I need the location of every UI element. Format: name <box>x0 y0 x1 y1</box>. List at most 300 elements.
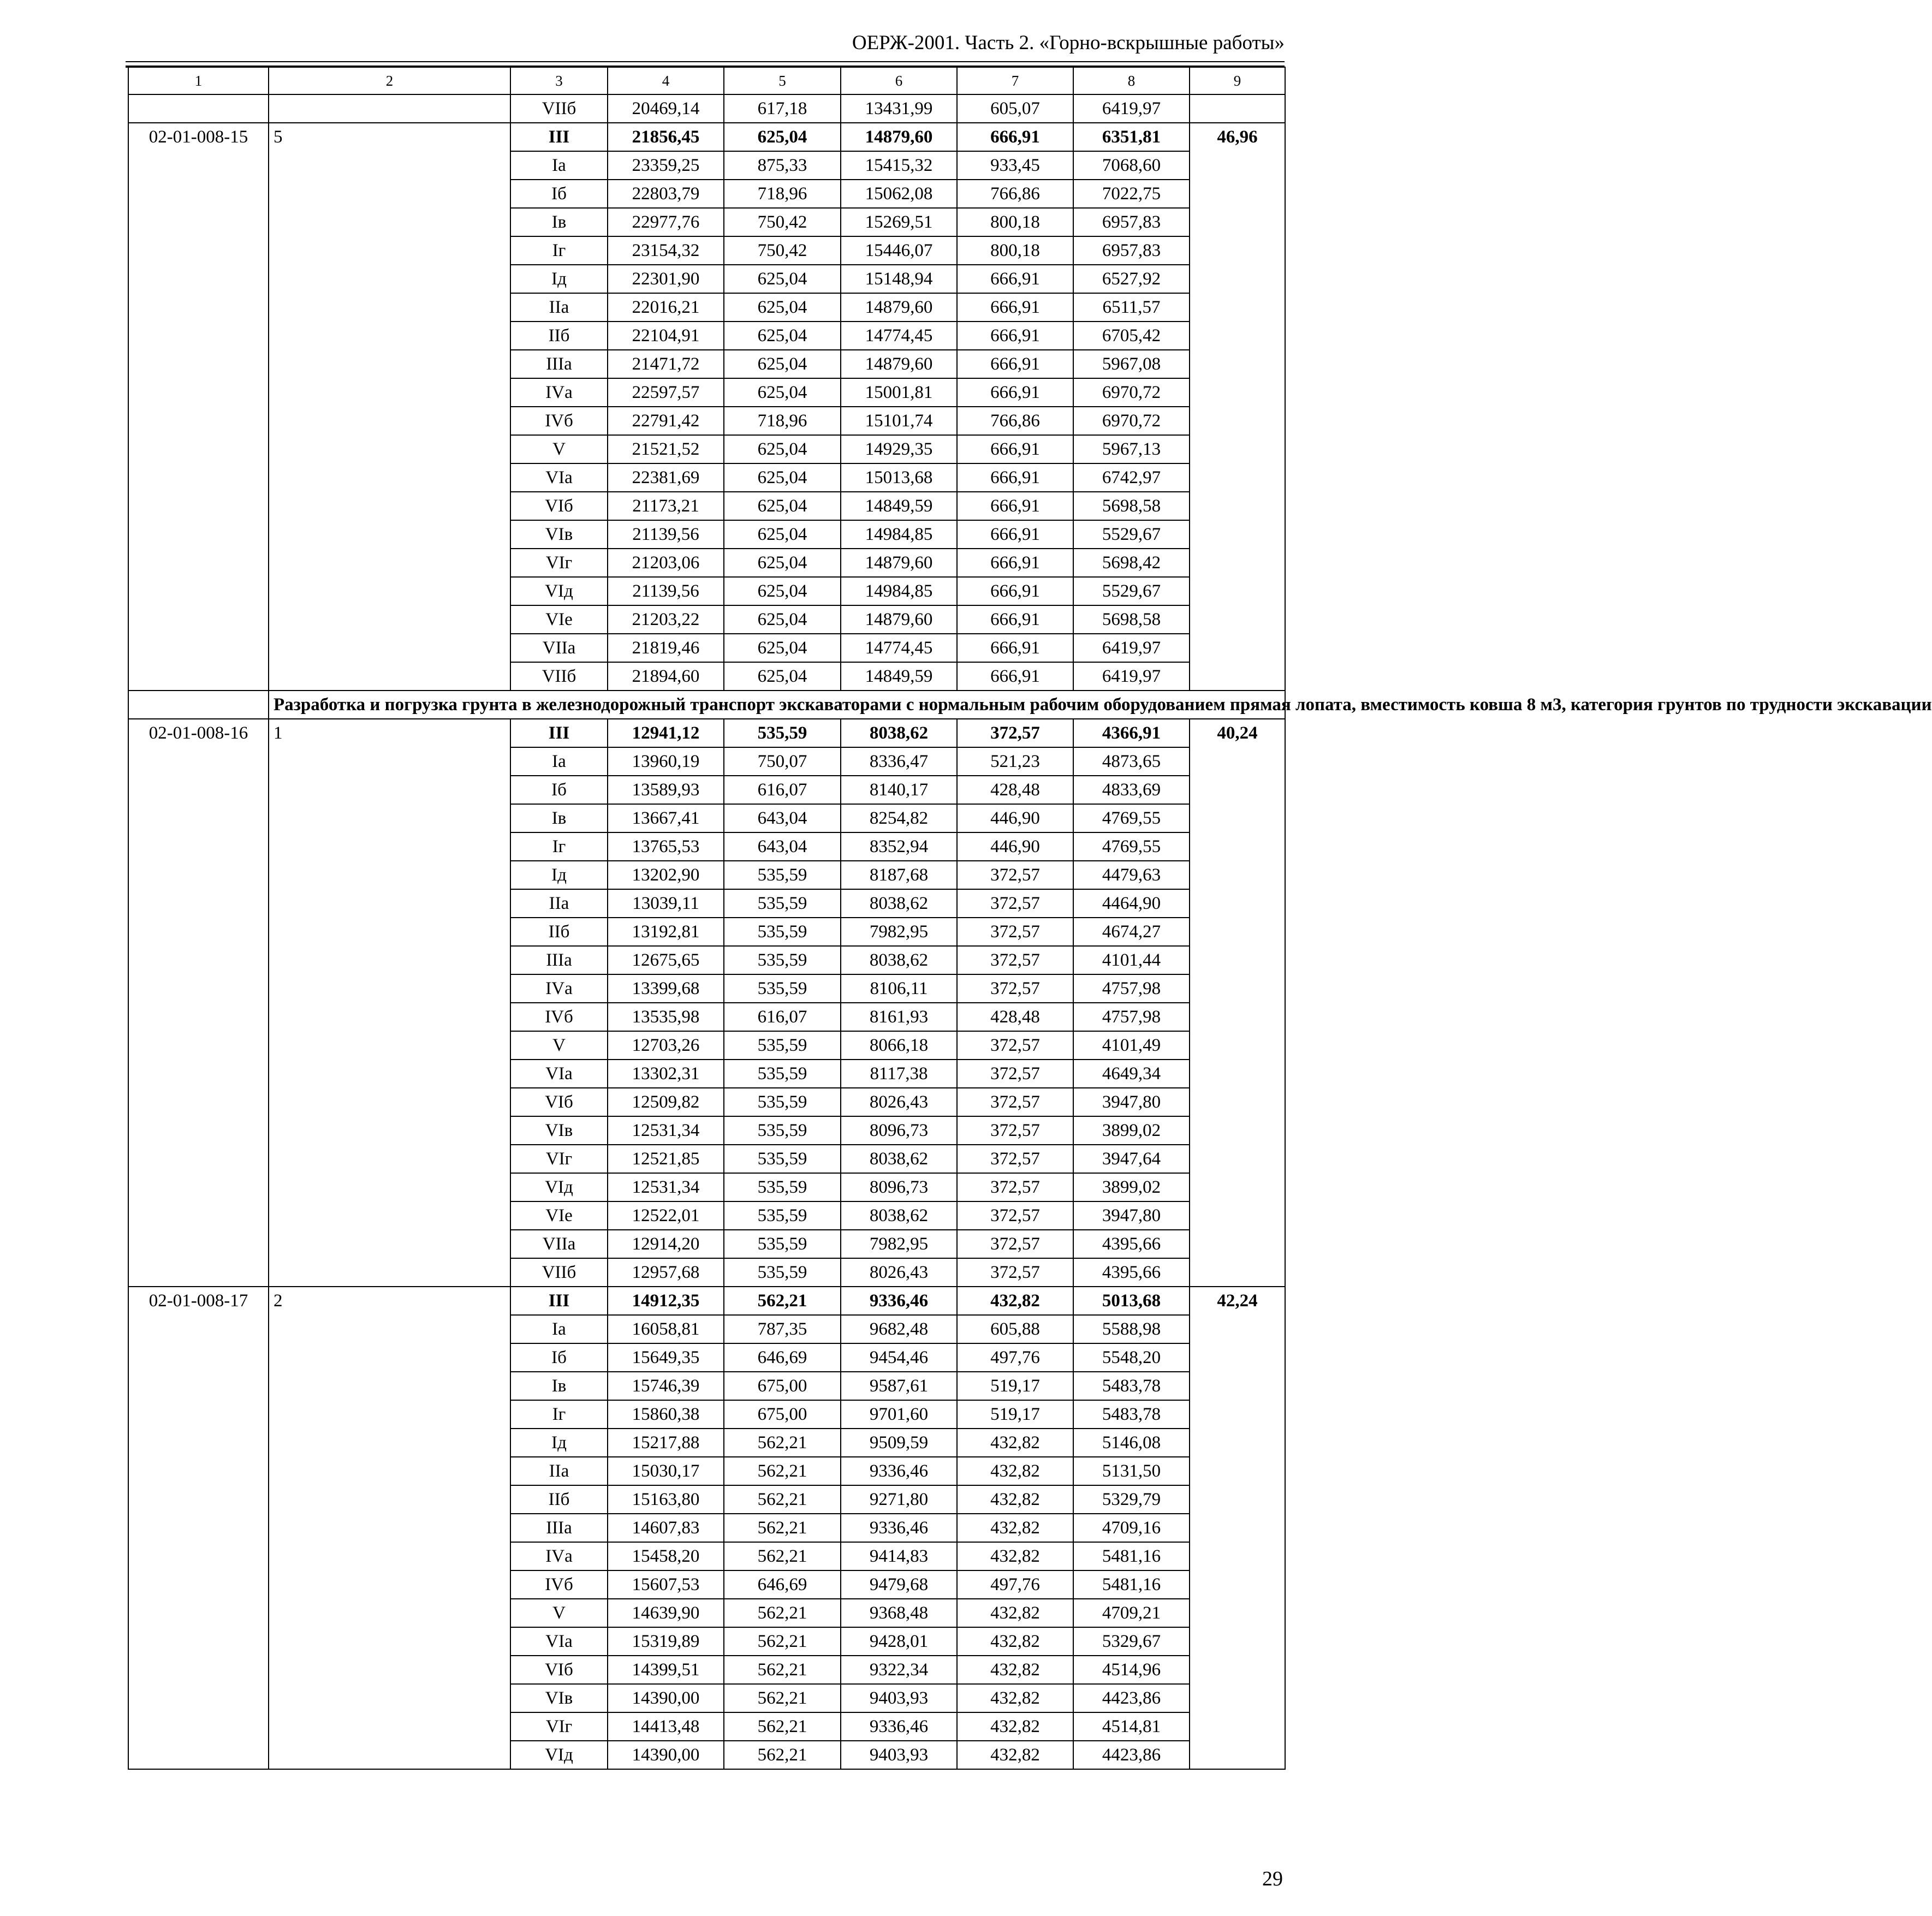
total-cost: 20469,14 <box>608 94 724 123</box>
materials: 4873,65 <box>1073 747 1190 776</box>
soil-category: IIб <box>510 322 608 350</box>
materials: 5483,78 <box>1073 1372 1190 1400</box>
wages: 535,59 <box>724 974 841 1003</box>
total-cost: 22977,76 <box>608 208 724 236</box>
labor-cost: 40,24 <box>1190 719 1285 1287</box>
table-row <box>128 719 1285 747</box>
soil-category: IVа <box>510 1542 608 1570</box>
machine-operation: 8038,62 <box>841 946 957 974</box>
machinist-wages: 446,90 <box>957 804 1073 832</box>
wages: 562,21 <box>724 1712 841 1741</box>
machine-operation: 8066,18 <box>841 1031 957 1060</box>
machinist-wages: 666,91 <box>957 378 1073 407</box>
materials: 5588,98 <box>1073 1315 1190 1343</box>
rate-code: 02-01-008-15 <box>128 123 269 691</box>
soil-category: VIг <box>510 1145 608 1173</box>
machinist-wages: 372,57 <box>957 1258 1073 1287</box>
wages: 750,42 <box>724 236 841 265</box>
machine-operation: 14849,59 <box>841 492 957 520</box>
wages: 625,04 <box>724 662 841 691</box>
machine-operation: 9701,60 <box>841 1400 957 1429</box>
total-cost: 22597,57 <box>608 378 724 407</box>
column-number: 7 <box>957 67 1073 94</box>
wages: 616,07 <box>724 776 841 804</box>
materials: 7022,75 <box>1073 180 1190 208</box>
machinist-wages: 519,17 <box>957 1372 1073 1400</box>
section-empty-cell <box>128 691 269 719</box>
soil-category: IIб <box>510 918 608 946</box>
total-cost: 12522,01 <box>608 1201 724 1230</box>
soil-category: Iг <box>510 1400 608 1429</box>
machine-operation: 14849,59 <box>841 662 957 691</box>
total-cost: 22381,69 <box>608 463 724 492</box>
soil-category: VIб <box>510 1088 608 1116</box>
machine-operation: 9322,34 <box>841 1656 957 1684</box>
total-cost: 14413,48 <box>608 1712 724 1741</box>
machinist-wages: 800,18 <box>957 236 1073 265</box>
wages: 535,59 <box>724 1060 841 1088</box>
soil-category: VIе <box>510 1201 608 1230</box>
total-cost: 12914,20 <box>608 1230 724 1258</box>
soil-category: Iд <box>510 861 608 889</box>
machinist-wages: 432,82 <box>957 1656 1073 1684</box>
total-cost: 22803,79 <box>608 180 724 208</box>
wages: 675,00 <box>724 1372 841 1400</box>
machine-operation: 8106,11 <box>841 974 957 1003</box>
wages: 625,04 <box>724 378 841 407</box>
wages: 535,59 <box>724 1173 841 1201</box>
wages: 535,59 <box>724 1116 841 1145</box>
wages: 562,21 <box>724 1656 841 1684</box>
soil-category: VIг <box>510 549 608 577</box>
total-cost: 13667,41 <box>608 804 724 832</box>
column-number: 9 <box>1190 67 1285 94</box>
table-row <box>128 123 1285 151</box>
materials: 4709,16 <box>1073 1514 1190 1542</box>
total-cost: 21819,46 <box>608 634 724 662</box>
soil-category: VIд <box>510 1741 608 1769</box>
soil-category: V <box>510 1031 608 1060</box>
materials: 5698,58 <box>1073 605 1190 634</box>
soil-category: VIв <box>510 1116 608 1145</box>
materials: 5013,68 <box>1073 1287 1190 1315</box>
total-cost: 21521,52 <box>608 435 724 463</box>
materials: 5529,67 <box>1073 520 1190 549</box>
total-cost: 15319,89 <box>608 1627 724 1656</box>
wages: 625,04 <box>724 463 841 492</box>
materials: 4514,96 <box>1073 1656 1190 1684</box>
wages: 535,59 <box>724 946 841 974</box>
materials: 6742,97 <box>1073 463 1190 492</box>
wages: 562,21 <box>724 1599 841 1627</box>
machinist-wages: 666,91 <box>957 577 1073 605</box>
machinist-wages: 428,48 <box>957 776 1073 804</box>
materials: 6511,57 <box>1073 293 1190 322</box>
machinist-wages: 432,82 <box>957 1485 1073 1514</box>
wages: 535,59 <box>724 918 841 946</box>
materials: 4757,98 <box>1073 1003 1190 1031</box>
machinist-wages: 372,57 <box>957 1201 1073 1230</box>
machine-operation: 9403,93 <box>841 1741 957 1769</box>
wages: 535,59 <box>724 1145 841 1173</box>
wages: 643,04 <box>724 832 841 861</box>
soil-category: VIа <box>510 1060 608 1088</box>
soil-category: VIб <box>510 492 608 520</box>
wages: 617,18 <box>724 94 841 123</box>
total-cost: 12703,26 <box>608 1031 724 1060</box>
page-number: 29 <box>1262 1867 1283 1890</box>
wages: 535,59 <box>724 1088 841 1116</box>
wages: 787,35 <box>724 1315 841 1343</box>
labor-cost <box>1190 94 1285 123</box>
machine-operation: 14984,85 <box>841 577 957 605</box>
total-cost: 21471,72 <box>608 350 724 378</box>
materials: 4649,34 <box>1073 1060 1190 1088</box>
total-cost: 21856,45 <box>608 123 724 151</box>
wages: 535,59 <box>724 1201 841 1230</box>
total-cost: 13535,98 <box>608 1003 724 1031</box>
machine-operation: 8096,73 <box>841 1116 957 1145</box>
materials: 5698,42 <box>1073 549 1190 577</box>
soil-category: Iа <box>510 151 608 180</box>
machinist-wages: 372,57 <box>957 1145 1073 1173</box>
machinist-wages: 432,82 <box>957 1542 1073 1570</box>
machine-operation: 8038,62 <box>841 889 957 918</box>
total-cost: 12941,12 <box>608 719 724 747</box>
materials: 5529,67 <box>1073 577 1190 605</box>
total-cost: 13399,68 <box>608 974 724 1003</box>
machine-operation: 9587,61 <box>841 1372 957 1400</box>
machinist-wages: 432,82 <box>957 1287 1073 1315</box>
machinist-wages: 766,86 <box>957 407 1073 435</box>
soil-category: Iд <box>510 265 608 293</box>
total-cost: 21203,22 <box>608 605 724 634</box>
price-table <box>128 67 1932 1770</box>
materials: 5329,67 <box>1073 1627 1190 1656</box>
machinist-wages: 497,76 <box>957 1570 1073 1599</box>
soil-category: Iб <box>510 180 608 208</box>
machine-operation: 8140,17 <box>841 776 957 804</box>
total-cost: 12531,34 <box>608 1116 724 1145</box>
table-body <box>128 67 1932 1769</box>
materials: 5481,16 <box>1073 1542 1190 1570</box>
machinist-wages: 432,82 <box>957 1599 1073 1627</box>
wages: 535,59 <box>724 719 841 747</box>
machinist-wages: 372,57 <box>957 889 1073 918</box>
total-cost: 21894,60 <box>608 662 724 691</box>
wages: 750,07 <box>724 747 841 776</box>
total-cost: 21173,21 <box>608 492 724 520</box>
soil-category: IIа <box>510 889 608 918</box>
total-cost: 13302,31 <box>608 1060 724 1088</box>
machine-operation: 14879,60 <box>841 293 957 322</box>
machine-operation: 15013,68 <box>841 463 957 492</box>
machinist-wages: 666,91 <box>957 123 1073 151</box>
machinist-wages: 372,57 <box>957 719 1073 747</box>
total-cost: 22301,90 <box>608 265 724 293</box>
machine-operation: 8026,43 <box>841 1258 957 1287</box>
machinist-wages: 766,86 <box>957 180 1073 208</box>
materials: 6957,83 <box>1073 236 1190 265</box>
machine-operation: 8336,47 <box>841 747 957 776</box>
materials: 5548,20 <box>1073 1343 1190 1372</box>
column-number: 5 <box>724 67 841 94</box>
soil-category: VIд <box>510 1173 608 1201</box>
machinist-wages: 372,57 <box>957 946 1073 974</box>
soil-category: Iа <box>510 1315 608 1343</box>
wages: 535,59 <box>724 1230 841 1258</box>
materials: 5481,16 <box>1073 1570 1190 1599</box>
machine-operation: 9336,46 <box>841 1712 957 1741</box>
machine-operation: 8038,62 <box>841 1201 957 1230</box>
materials: 3899,02 <box>1073 1116 1190 1145</box>
total-cost: 15649,35 <box>608 1343 724 1372</box>
labor-cost: 46,96 <box>1190 123 1285 691</box>
wages: 562,21 <box>724 1457 841 1485</box>
wages: 625,04 <box>724 492 841 520</box>
total-cost: 12675,65 <box>608 946 724 974</box>
machine-operation: 14774,45 <box>841 634 957 662</box>
machinist-wages: 372,57 <box>957 1060 1073 1088</box>
total-cost: 15163,80 <box>608 1485 724 1514</box>
machine-operation: 8254,82 <box>841 804 957 832</box>
machine-operation: 14879,60 <box>841 605 957 634</box>
machinist-wages: 605,07 <box>957 94 1073 123</box>
soil-category: IIIа <box>510 946 608 974</box>
materials: 6705,42 <box>1073 322 1190 350</box>
column-number: 2 <box>269 67 510 94</box>
machinist-wages: 432,82 <box>957 1627 1073 1656</box>
wages: 562,21 <box>724 1627 841 1656</box>
materials: 4423,86 <box>1073 1741 1190 1769</box>
wages: 646,69 <box>724 1570 841 1599</box>
soil-category: VIе <box>510 605 608 634</box>
total-cost: 13589,93 <box>608 776 724 804</box>
materials: 3899,02 <box>1073 1173 1190 1201</box>
rate-number: 2 <box>269 1287 510 1769</box>
soil-category: VIв <box>510 520 608 549</box>
rate-code: 02-01-008-16 <box>128 719 269 1287</box>
materials: 6970,72 <box>1073 407 1190 435</box>
wages: 562,21 <box>724 1542 841 1570</box>
wages: 643,04 <box>724 804 841 832</box>
wages: 718,96 <box>724 180 841 208</box>
machinist-wages: 372,57 <box>957 918 1073 946</box>
total-cost: 14607,83 <box>608 1514 724 1542</box>
machinist-wages: 666,91 <box>957 662 1073 691</box>
materials: 4395,66 <box>1073 1258 1190 1287</box>
machine-operation: 7982,95 <box>841 918 957 946</box>
machinist-wages: 372,57 <box>957 974 1073 1003</box>
machinist-wages: 432,82 <box>957 1514 1073 1542</box>
machine-operation: 13431,99 <box>841 94 957 123</box>
total-cost: 14912,35 <box>608 1287 724 1315</box>
materials: 5698,58 <box>1073 492 1190 520</box>
materials: 5131,50 <box>1073 1457 1190 1485</box>
machinist-wages: 666,91 <box>957 605 1073 634</box>
column-number: 8 <box>1073 67 1190 94</box>
table-row <box>128 1287 1285 1315</box>
materials: 6419,97 <box>1073 94 1190 123</box>
soil-category: Iа <box>510 747 608 776</box>
column-number: 4 <box>608 67 724 94</box>
total-cost: 14390,00 <box>608 1741 724 1769</box>
page-header: ОЕРЖ-2001. Часть 2. «Горно-вскрышные работы» <box>852 32 1285 54</box>
machine-operation: 8038,62 <box>841 1145 957 1173</box>
soil-category: VIа <box>510 1627 608 1656</box>
machine-operation: 14929,35 <box>841 435 957 463</box>
header-rule-thin <box>126 61 1285 62</box>
wages: 535,59 <box>724 1258 841 1287</box>
machinist-wages: 372,57 <box>957 1230 1073 1258</box>
materials: 7068,60 <box>1073 151 1190 180</box>
column-number: 1 <box>128 67 269 94</box>
machinist-wages: 372,57 <box>957 1031 1073 1060</box>
materials: 4757,98 <box>1073 974 1190 1003</box>
soil-category: IIIа <box>510 350 608 378</box>
wages: 646,69 <box>724 1343 841 1372</box>
total-cost: 15458,20 <box>608 1542 724 1570</box>
machinist-wages: 666,91 <box>957 634 1073 662</box>
wages: 562,21 <box>724 1741 841 1769</box>
machinist-wages: 933,45 <box>957 151 1073 180</box>
machinist-wages: 521,23 <box>957 747 1073 776</box>
materials: 6351,81 <box>1073 123 1190 151</box>
machine-operation: 14879,60 <box>841 123 957 151</box>
machine-operation: 15446,07 <box>841 236 957 265</box>
machinist-wages: 605,88 <box>957 1315 1073 1343</box>
machinist-wages: 666,91 <box>957 492 1073 520</box>
wages: 625,04 <box>724 350 841 378</box>
machine-operation: 14774,45 <box>841 322 957 350</box>
section-heading: Разработка и погрузка грунта в железнодорожный транспорт экскаваторами с нормальным рабочим оборудованием прямая лопата, вместимость ковша 8 м3, категория грунтов по трудности экскавации <box>269 691 1285 719</box>
wages: 875,33 <box>724 151 841 180</box>
materials: 4769,55 <box>1073 804 1190 832</box>
total-cost: 15217,88 <box>608 1429 724 1457</box>
machine-operation: 8352,94 <box>841 832 957 861</box>
total-cost: 22016,21 <box>608 293 724 322</box>
wages: 625,04 <box>724 435 841 463</box>
machine-operation: 8161,93 <box>841 1003 957 1031</box>
soil-category: V <box>510 1599 608 1627</box>
machine-operation: 9336,46 <box>841 1287 957 1315</box>
column-number-row <box>128 67 1285 94</box>
machine-operation: 8117,38 <box>841 1060 957 1088</box>
machine-operation: 9336,46 <box>841 1457 957 1485</box>
machine-operation: 9479,68 <box>841 1570 957 1599</box>
soil-category: VIIа <box>510 1230 608 1258</box>
wages: 625,04 <box>724 549 841 577</box>
machine-operation: 15101,74 <box>841 407 957 435</box>
machine-operation: 15062,08 <box>841 180 957 208</box>
soil-category: V <box>510 435 608 463</box>
machine-operation: 9454,46 <box>841 1343 957 1372</box>
machine-operation: 9428,01 <box>841 1627 957 1656</box>
total-cost: 16058,81 <box>608 1315 724 1343</box>
machine-operation: 9403,93 <box>841 1684 957 1712</box>
machine-operation: 8026,43 <box>841 1088 957 1116</box>
materials: 4709,21 <box>1073 1599 1190 1627</box>
machinist-wages: 446,90 <box>957 832 1073 861</box>
section-heading-row <box>128 691 1285 719</box>
soil-category: VIб <box>510 1656 608 1684</box>
machine-operation: 15001,81 <box>841 378 957 407</box>
total-cost: 12957,68 <box>608 1258 724 1287</box>
soil-category: IIIа <box>510 1514 608 1542</box>
machinist-wages: 666,91 <box>957 435 1073 463</box>
wages: 616,07 <box>724 1003 841 1031</box>
soil-category: III <box>510 1287 608 1315</box>
total-cost: 23154,32 <box>608 236 724 265</box>
wages: 718,96 <box>724 407 841 435</box>
soil-category: Iв <box>510 208 608 236</box>
materials: 5329,79 <box>1073 1485 1190 1514</box>
column-number: 6 <box>841 67 957 94</box>
total-cost: 14390,00 <box>608 1684 724 1712</box>
soil-category: VIIб <box>510 94 608 123</box>
rate-number: 5 <box>269 123 510 691</box>
soil-category: III <box>510 719 608 747</box>
materials: 6419,97 <box>1073 634 1190 662</box>
wages: 625,04 <box>724 123 841 151</box>
machinist-wages: 432,82 <box>957 1429 1073 1457</box>
soil-category: VIIб <box>510 1258 608 1287</box>
machinist-wages: 497,76 <box>957 1343 1073 1372</box>
soil-category: IVб <box>510 1003 608 1031</box>
materials: 4479,63 <box>1073 861 1190 889</box>
machine-operation: 9271,80 <box>841 1485 957 1514</box>
total-cost: 15607,53 <box>608 1570 724 1599</box>
machine-operation: 15415,32 <box>841 151 957 180</box>
total-cost: 14399,51 <box>608 1656 724 1684</box>
total-cost: 21139,56 <box>608 520 724 549</box>
soil-category: III <box>510 123 608 151</box>
wages: 750,42 <box>724 208 841 236</box>
rate-number <box>269 94 510 123</box>
machine-operation: 7982,95 <box>841 1230 957 1258</box>
table-row <box>128 94 1285 123</box>
machinist-wages: 428,48 <box>957 1003 1073 1031</box>
total-cost: 22104,91 <box>608 322 724 350</box>
total-cost: 13765,53 <box>608 832 724 861</box>
materials: 4833,69 <box>1073 776 1190 804</box>
materials: 3947,64 <box>1073 1145 1190 1173</box>
wages: 625,04 <box>724 605 841 634</box>
machine-operation: 9682,48 <box>841 1315 957 1343</box>
materials: 4101,49 <box>1073 1031 1190 1060</box>
machinist-wages: 519,17 <box>957 1400 1073 1429</box>
labor-cost: 42,24 <box>1190 1287 1285 1769</box>
total-cost: 21203,06 <box>608 549 724 577</box>
machine-operation: 9336,46 <box>841 1514 957 1542</box>
materials: 4514,81 <box>1073 1712 1190 1741</box>
total-cost: 15030,17 <box>608 1457 724 1485</box>
total-cost: 13192,81 <box>608 918 724 946</box>
machine-operation: 8038,62 <box>841 719 957 747</box>
total-cost: 15746,39 <box>608 1372 724 1400</box>
wages: 562,21 <box>724 1429 841 1457</box>
total-cost: 12509,82 <box>608 1088 724 1116</box>
materials: 5483,78 <box>1073 1400 1190 1429</box>
soil-category: IIа <box>510 293 608 322</box>
machinist-wages: 666,91 <box>957 463 1073 492</box>
total-cost: 13960,19 <box>608 747 724 776</box>
total-cost: 12521,85 <box>608 1145 724 1173</box>
machinist-wages: 666,91 <box>957 293 1073 322</box>
total-cost: 12531,34 <box>608 1173 724 1201</box>
materials: 4464,90 <box>1073 889 1190 918</box>
total-cost: 23359,25 <box>608 151 724 180</box>
